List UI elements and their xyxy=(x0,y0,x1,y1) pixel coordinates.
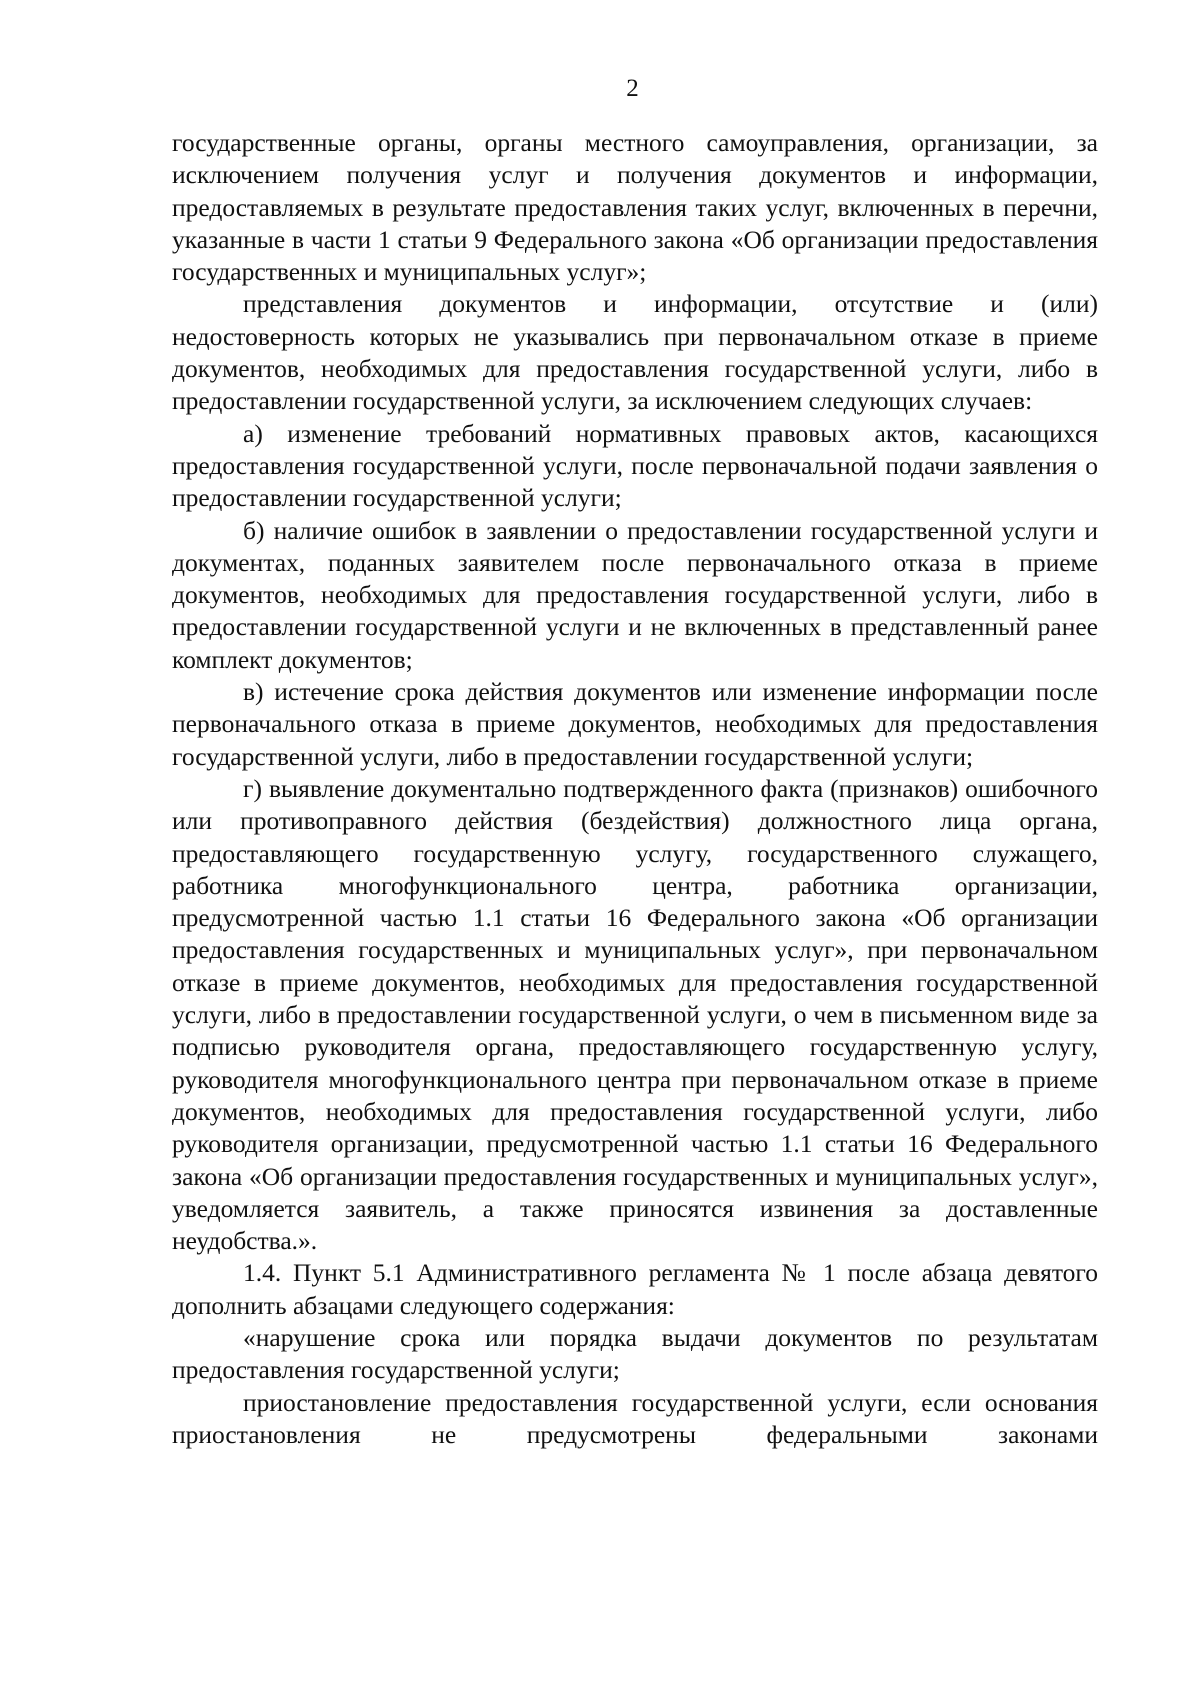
paragraph-item-v: в) истечение срока действия документов или изменение информации после первоначального отказа в приеме документов, необходимых для предоставления государственной услуги, либо в предоставлении государственной услуги; xyxy=(172,677,1098,771)
paragraph-violation-term: «нарушение срока или порядка выдачи документов по результатам предоставления государственной услуги; xyxy=(172,1322,1098,1385)
paragraph-item-b: б) наличие ошибок в заявлении о предоставлении государственной услуги и документах, поданных заявителем после первоначального отказа в приеме документов, необходимых для предоставления государственной услуги, либо в предоставлении государственной услуги и не включенных в представленный ранее комплект документов; xyxy=(172,515,1098,674)
paragraph-clause-1-4: 1.4. Пункт 5.1 Административного регламента № 1 после абзаца девятого дополнить абзацами следующего содержания: xyxy=(172,1258,1098,1320)
paragraph-documents-info: представления документов и информации, отсутствие и (или) недостоверность которых не указывались при первоначальном отказе в приеме документов, необходимых для предоставления государственной услуги, либо в предоставлении государственной услуги, за исключением следующих случаев: xyxy=(172,289,1098,416)
page-number: 2 xyxy=(626,75,639,102)
paragraph-item-g: г) выявление документально подтвержденного факта (признаков) ошибочного или противоправного действия (бездействия) должностного лица органа, предоставляющего государственную услугу, государственного служащего, работника многофункционального центра, работника организации, предусмотренной частью 1.1 статьи 16 Федерального закона «Об организации предоставления государственных и муниципальных услуг», при первоначальном отказе в приеме документов, необходимых для предоставления государственной услуги, либо в предоставлении государственной услуги, о чем в письменном виде за подписью руководителя органа, предоставляющего государственную услугу, руководителя многофункционального центра при первоначальном отказе в приеме документов, необходимых для предоставления государственной услуги, либо руководителя организации, предусмотренной частью 1.1 статьи 16 Федерального закона «Об организации предоставления государственных и муниципальных услуг», уведомляется заявитель, а также приносятся извинения за доставленные неудобства.». xyxy=(172,773,1098,1256)
document-body xyxy=(172,127,1098,1451)
paragraph-suspension: приостановление предоставления государственной услуги, если основания приостановления не предусмотрены федеральными законами xyxy=(172,1387,1098,1449)
paragraph-continuation: государственные органы, органы местного самоуправления, организации, за исключением получения услуг и получения документов и информации, предоставляемых в результате предоставления таких услуг, включенных в перечни, указанные в части 1 статьи 9 Федерального закона «Об организации предоставления государственных и муниципальных услуг»; xyxy=(172,128,1098,287)
paragraph-item-a: а) изменение требований нормативных правовых актов, касающихся предоставления государственной услуги, после первоначальной подачи заявления о предоставлении государственной услуги; xyxy=(172,418,1098,513)
